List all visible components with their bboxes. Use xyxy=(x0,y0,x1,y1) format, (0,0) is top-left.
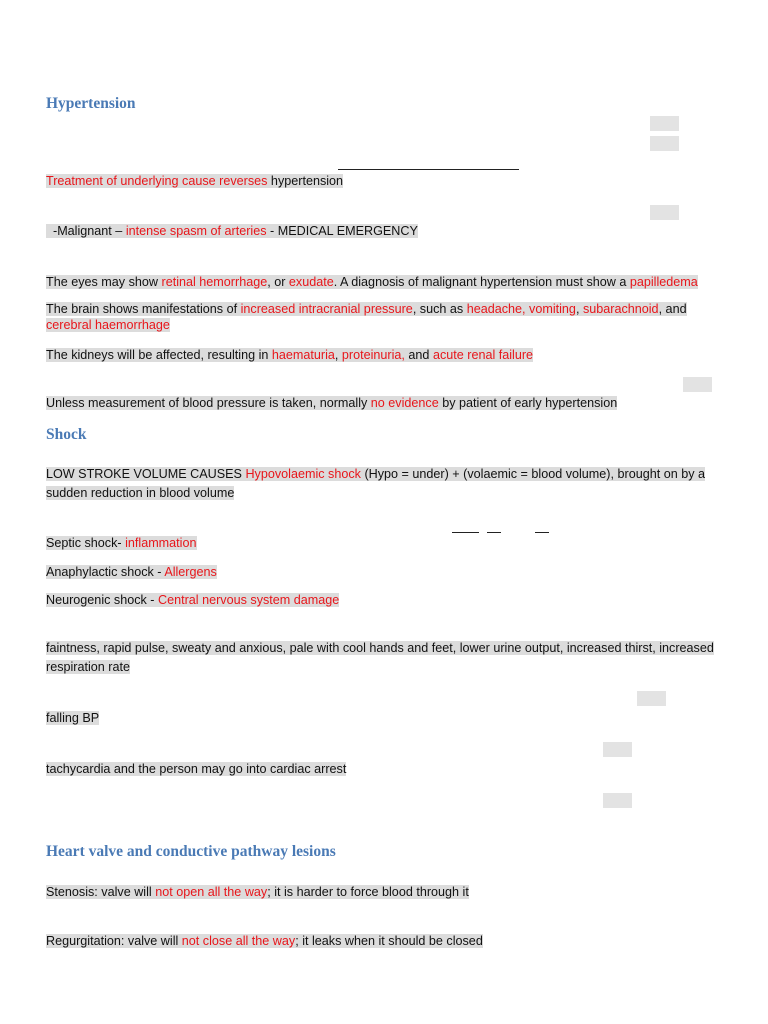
shock-septic-line: Septic shock- inflammation xyxy=(46,536,197,550)
hypertension-eyes-line: The eyes may show retinal hemorrhage, or exudate. A diagnosis of malignant hypertension must show a papilledema xyxy=(46,275,698,289)
shock-anaphylactic-line: Anaphylactic shock - Allergens xyxy=(46,565,217,579)
redaction-box xyxy=(637,691,666,706)
section-heading-shock: Shock xyxy=(46,426,87,443)
redaction-box xyxy=(683,377,712,392)
divider-rule xyxy=(487,532,501,533)
section-heading-heart-valve: Heart valve and conductive pathway lesions xyxy=(46,843,336,860)
divider-rule xyxy=(338,169,519,170)
redaction-box xyxy=(603,793,632,808)
valve-regurgitation-line: Regurgitation: valve will not close all the way; it leaks when it should be closed xyxy=(46,934,483,948)
redaction-box xyxy=(650,205,679,220)
shock-falling-bp-line: falling BP xyxy=(46,711,100,725)
hypertension-brain-line: The brain shows manifestations of increased intracranial pressure, such as headache, vomiting, subarachnoid, and cerebral haemorrhage xyxy=(46,302,687,332)
divider-rule xyxy=(535,532,549,533)
hypertension-malignant-line: -Malignant – intense spasm of arteries - MEDICAL EMERGENCY xyxy=(46,224,418,238)
valve-stenosis-line: Stenosis: valve will not open all the way; it is harder to force blood through it xyxy=(46,885,469,899)
hypertension-treatment-line: Treatment of underlying cause reverses hypertension xyxy=(46,174,344,188)
hypertension-kidneys-line: The kidneys will be affected, resulting in haematuria, proteinuria, and acute renal failure xyxy=(46,348,534,362)
redaction-box xyxy=(603,742,632,757)
shock-neurogenic-line: Neurogenic shock - Central nervous system damage xyxy=(46,593,340,607)
hypertension-evidence-line: Unless measurement of blood pressure is taken, normally no evidence by patient of early hypertension xyxy=(46,396,618,410)
redaction-box xyxy=(650,136,679,151)
shock-hypovolaemic-line: LOW STROKE VOLUME CAUSES Hypovolaemic shock (Hypo = under) + (volaemic = blood volume), brought on by a sudden reduction in blood volume xyxy=(46,467,706,500)
divider-rule xyxy=(452,532,479,533)
shock-tachycardia-line: tachycardia and the person may go into cardiac arrest xyxy=(46,762,347,776)
shock-symptoms-line: faintness, rapid pulse, sweaty and anxious, pale with cool hands and feet, lower urine output, increased thirst, increased respiration rate xyxy=(46,641,714,674)
section-heading-hypertension: Hypertension xyxy=(46,95,136,112)
redaction-box xyxy=(650,116,679,131)
